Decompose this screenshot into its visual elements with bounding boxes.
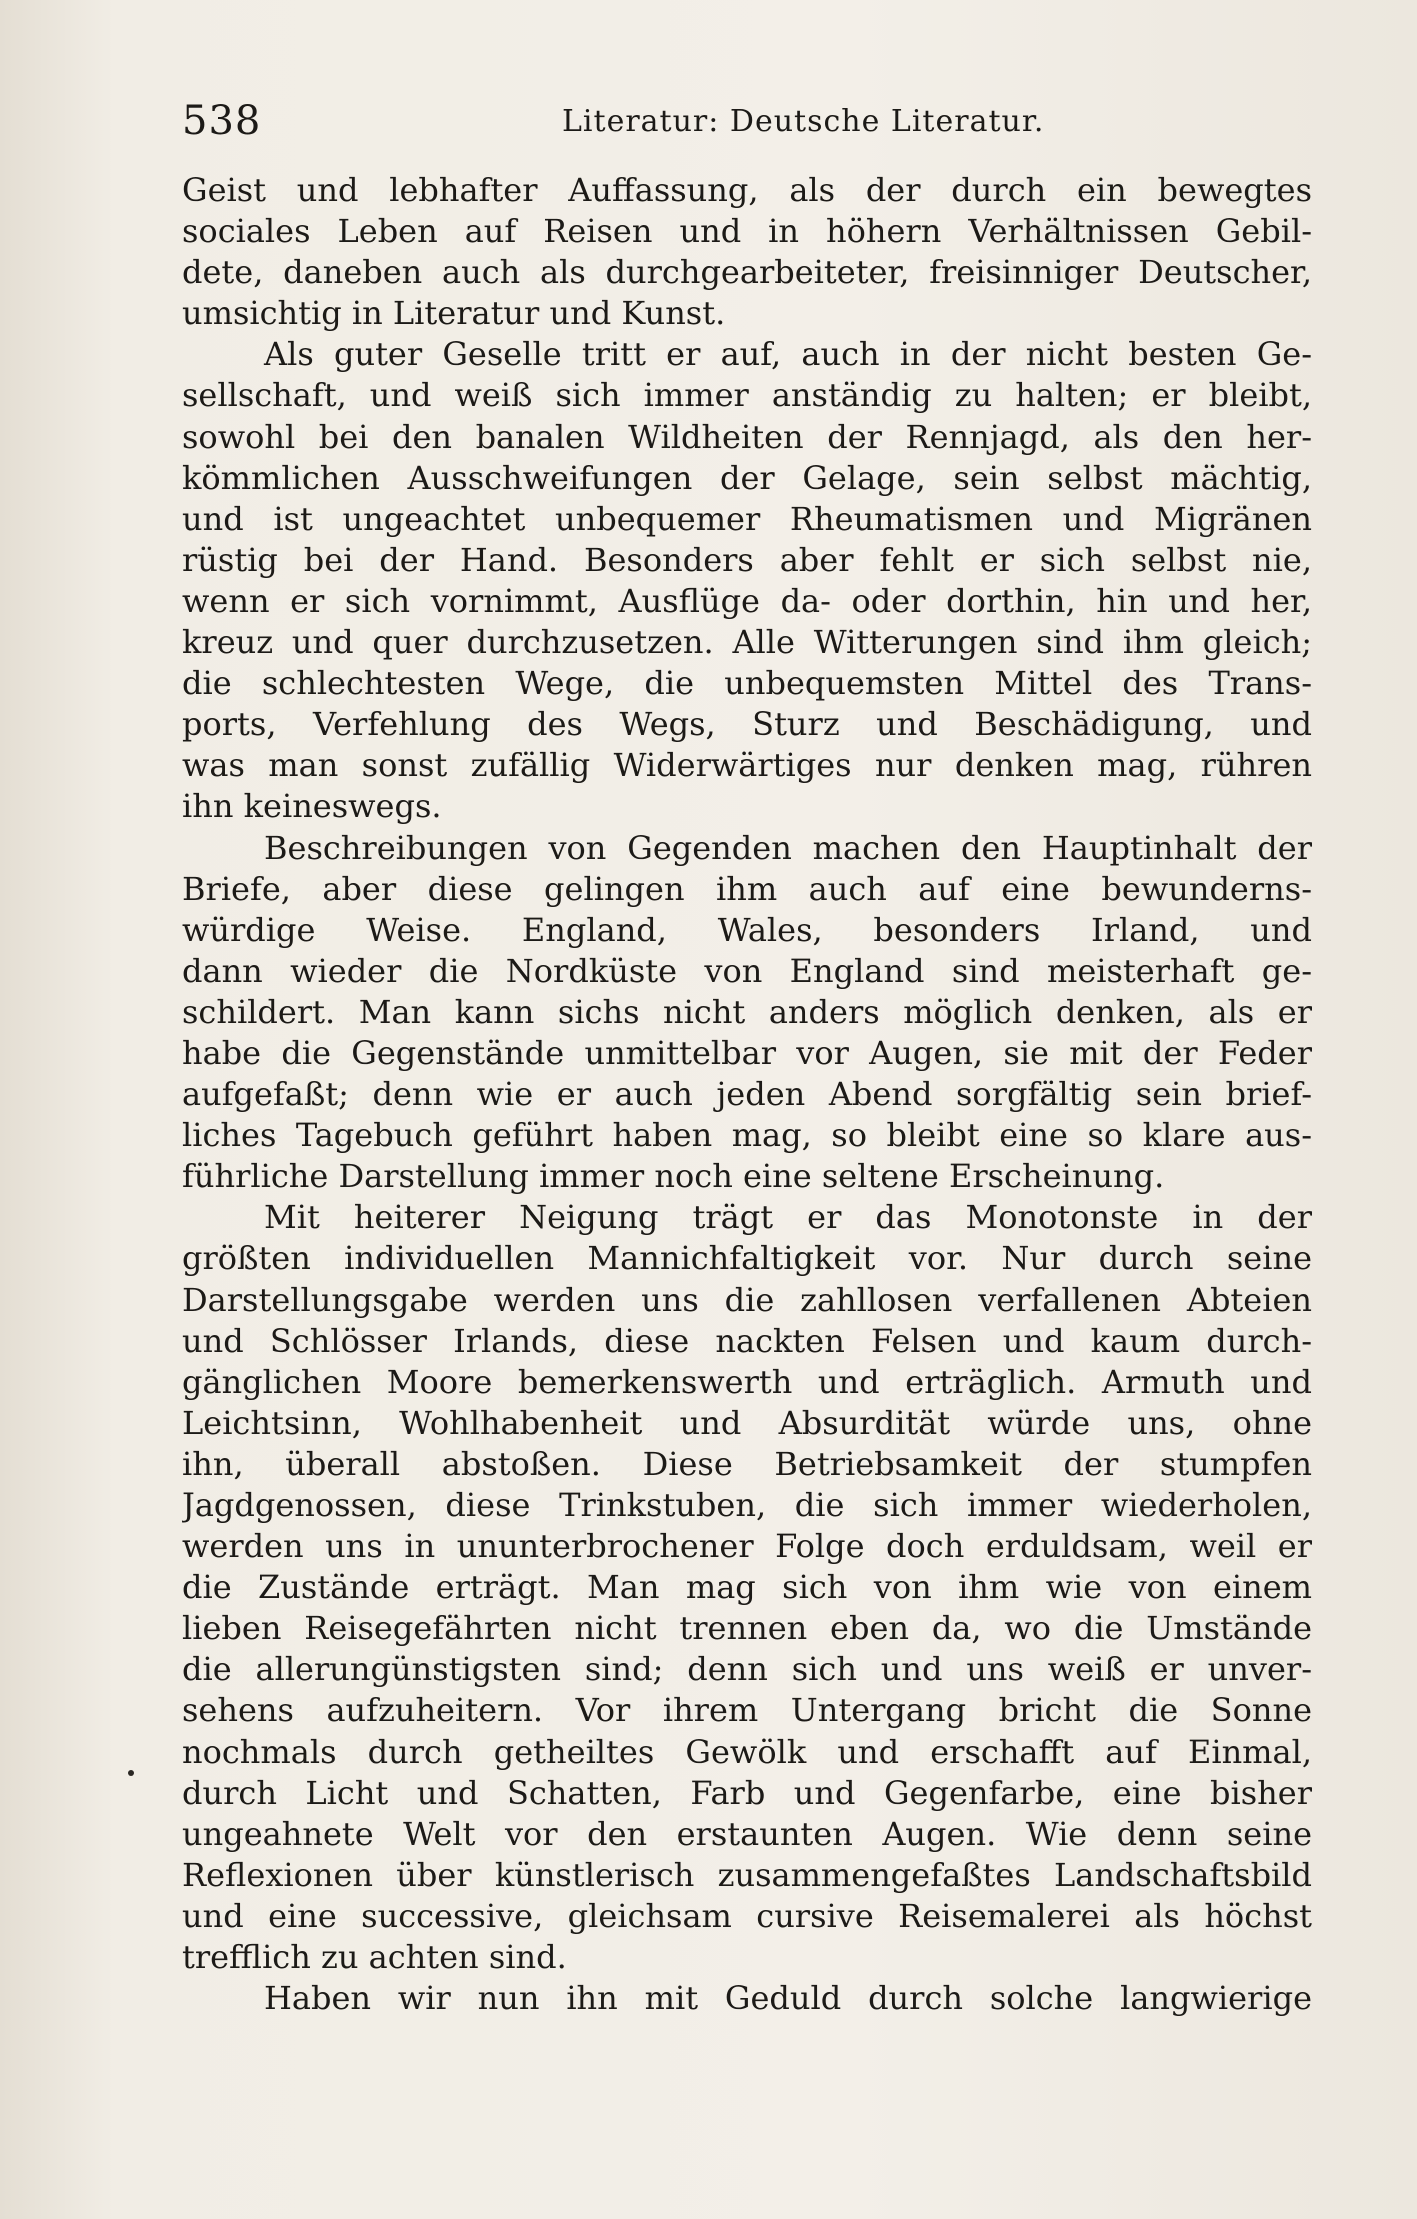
text-line: größten individuellen Mannichfaltigkeit vor. Nur durch seine	[182, 1239, 1312, 1278]
paragraph-start-line: Beschreibungen von Gegenden machen den Hauptinhalt der	[264, 828, 1312, 867]
margin-ink-dot	[128, 1770, 134, 1776]
text-line: sellschaft, und weiß sich immer anständig zu halten; er bleibt,	[182, 376, 1312, 415]
text-line: würdige Weise. England, Wales, besonders Irland, und	[182, 910, 1312, 949]
text-line: sowohl bei den banalen Wildheiten der Rennjagd, als den her-	[182, 417, 1312, 456]
text-line: Leichtsinn, Wohlhabenheit und Absurdität würde uns, ohne	[182, 1403, 1312, 1442]
text-line: Darstellungsgabe werden uns die zahllosen verfallenen Abteien	[182, 1280, 1312, 1319]
paragraph-start-line: Mit heiterer Neigung trägt er das Monotonste in der	[264, 1198, 1312, 1237]
text-line: die schlechtesten Wege, die unbequemsten Mittel des Trans-	[182, 664, 1312, 703]
paragraph-start-line: Haben wir nun ihn mit Geduld durch solche langwierige	[264, 1979, 1312, 2018]
text-line: wenn er sich vornimmt, Ausflüge da- oder dorthin, hin und her,	[182, 581, 1312, 620]
paragraph-end-line: ihn keineswegs.	[182, 787, 442, 826]
text-line: dete, daneben auch als durchgearbeiteter, freisinniger Deutscher,	[182, 253, 1312, 292]
text-line: Geist und lebhafter Auffassung, als der durch ein bewegtes	[182, 171, 1312, 209]
text-line: ungeahnete Welt vor den erstaunten Augen. Wie denn seine	[182, 1814, 1312, 1853]
text-line: und ist ungeachtet unbequemer Rheumatismen und Migränen	[182, 499, 1312, 538]
text-line: Briefe, aber diese gelingen ihm auch auf eine bewunderns-	[182, 869, 1312, 908]
text-line: nochmals durch getheiltes Gewölk und erschafft auf Einmal,	[182, 1732, 1312, 1771]
body-text	[182, 170, 1312, 2019]
text-line: und Schlösser Irlands, diese nackten Felsen und kaum durch-	[182, 1321, 1312, 1360]
text-line: Reflexionen über künstlerisch zusammengefaßtes Landschaftsbild	[182, 1855, 1312, 1894]
text-line: kömmlichen Ausschweifungen der Gelage, sein selbst mächtig,	[182, 458, 1312, 497]
text-line: gänglichen Moore bemerkenswerth und erträglich. Armuth und	[182, 1362, 1312, 1401]
text-line: liches Tagebuch geführt haben mag, so bleibt eine so klare aus-	[182, 1116, 1312, 1155]
text-line: ports, Verfehlung des Wegs, Sturz und Beschädigung, und	[182, 705, 1312, 744]
text-line: werden uns in ununterbrochener Folge doch erduldsam, weil er	[182, 1527, 1312, 1566]
text-line: ihn, überall abstoßen. Diese Betriebsamkeit der stumpfen	[182, 1444, 1312, 1483]
text-line: habe die Gegenstände unmittelbar vor Augen, sie mit der Feder	[182, 1033, 1312, 1072]
paragraph-start-line: Als guter Geselle tritt er auf, auch in der nicht besten Ge-	[264, 335, 1312, 374]
text-line: dann wieder die Nordküste von England sind meisterhaft ge-	[182, 951, 1312, 990]
text-line: lieben Reisegefährten nicht trennen eben da, wo die Umstände	[182, 1609, 1312, 1648]
text-line: was man sonst zufällig Widerwärtiges nur denken mag, rühren	[182, 746, 1312, 785]
text-line: aufgefaßt; denn wie er auch jeden Abend sorgfältig sein brief-	[182, 1075, 1312, 1114]
page-header	[182, 96, 1312, 146]
text-line: sociales Leben auf Reisen und in höhern Verhältnissen Gebil-	[182, 212, 1312, 251]
running-head: Literatur: Deutsche Literatur.	[562, 104, 1045, 139]
paragraph-end-line: führliche Darstellung immer noch eine seltene Erscheinung.	[182, 1157, 1165, 1196]
paragraph-end-line: trefflich zu achten sind.	[182, 1938, 567, 1977]
text-line: die Zustände erträgt. Man mag sich von ihm wie von einem	[182, 1568, 1312, 1607]
text-line: durch Licht und Schatten, Farb und Gegenfarbe, eine bisher	[182, 1773, 1312, 1812]
text-line: und eine successive, gleichsam cursive Reisemalerei als höchst	[182, 1896, 1312, 1935]
text-line: sehens aufzuheitern. Vor ihrem Untergang bricht die Sonne	[182, 1691, 1312, 1730]
text-line: Jagdgenossen, diese Trinkstuben, die sich immer wiederholen,	[182, 1486, 1312, 1524]
paragraph-end-line: umsichtig in Literatur und Kunst.	[182, 294, 726, 333]
text-line: die allerungünstigsten sind; denn sich und uns weiß er unver-	[182, 1650, 1312, 1689]
text-line: schildert. Man kann sichs nicht anders möglich denken, als er	[182, 992, 1312, 1031]
page-number: 538	[182, 98, 262, 144]
text-line: kreuz und quer durchzusetzen. Alle Witterungen sind ihm gleich;	[182, 623, 1312, 662]
text-line: rüstig bei der Hand. Besonders aber fehlt er sich selbst nie,	[182, 540, 1312, 579]
